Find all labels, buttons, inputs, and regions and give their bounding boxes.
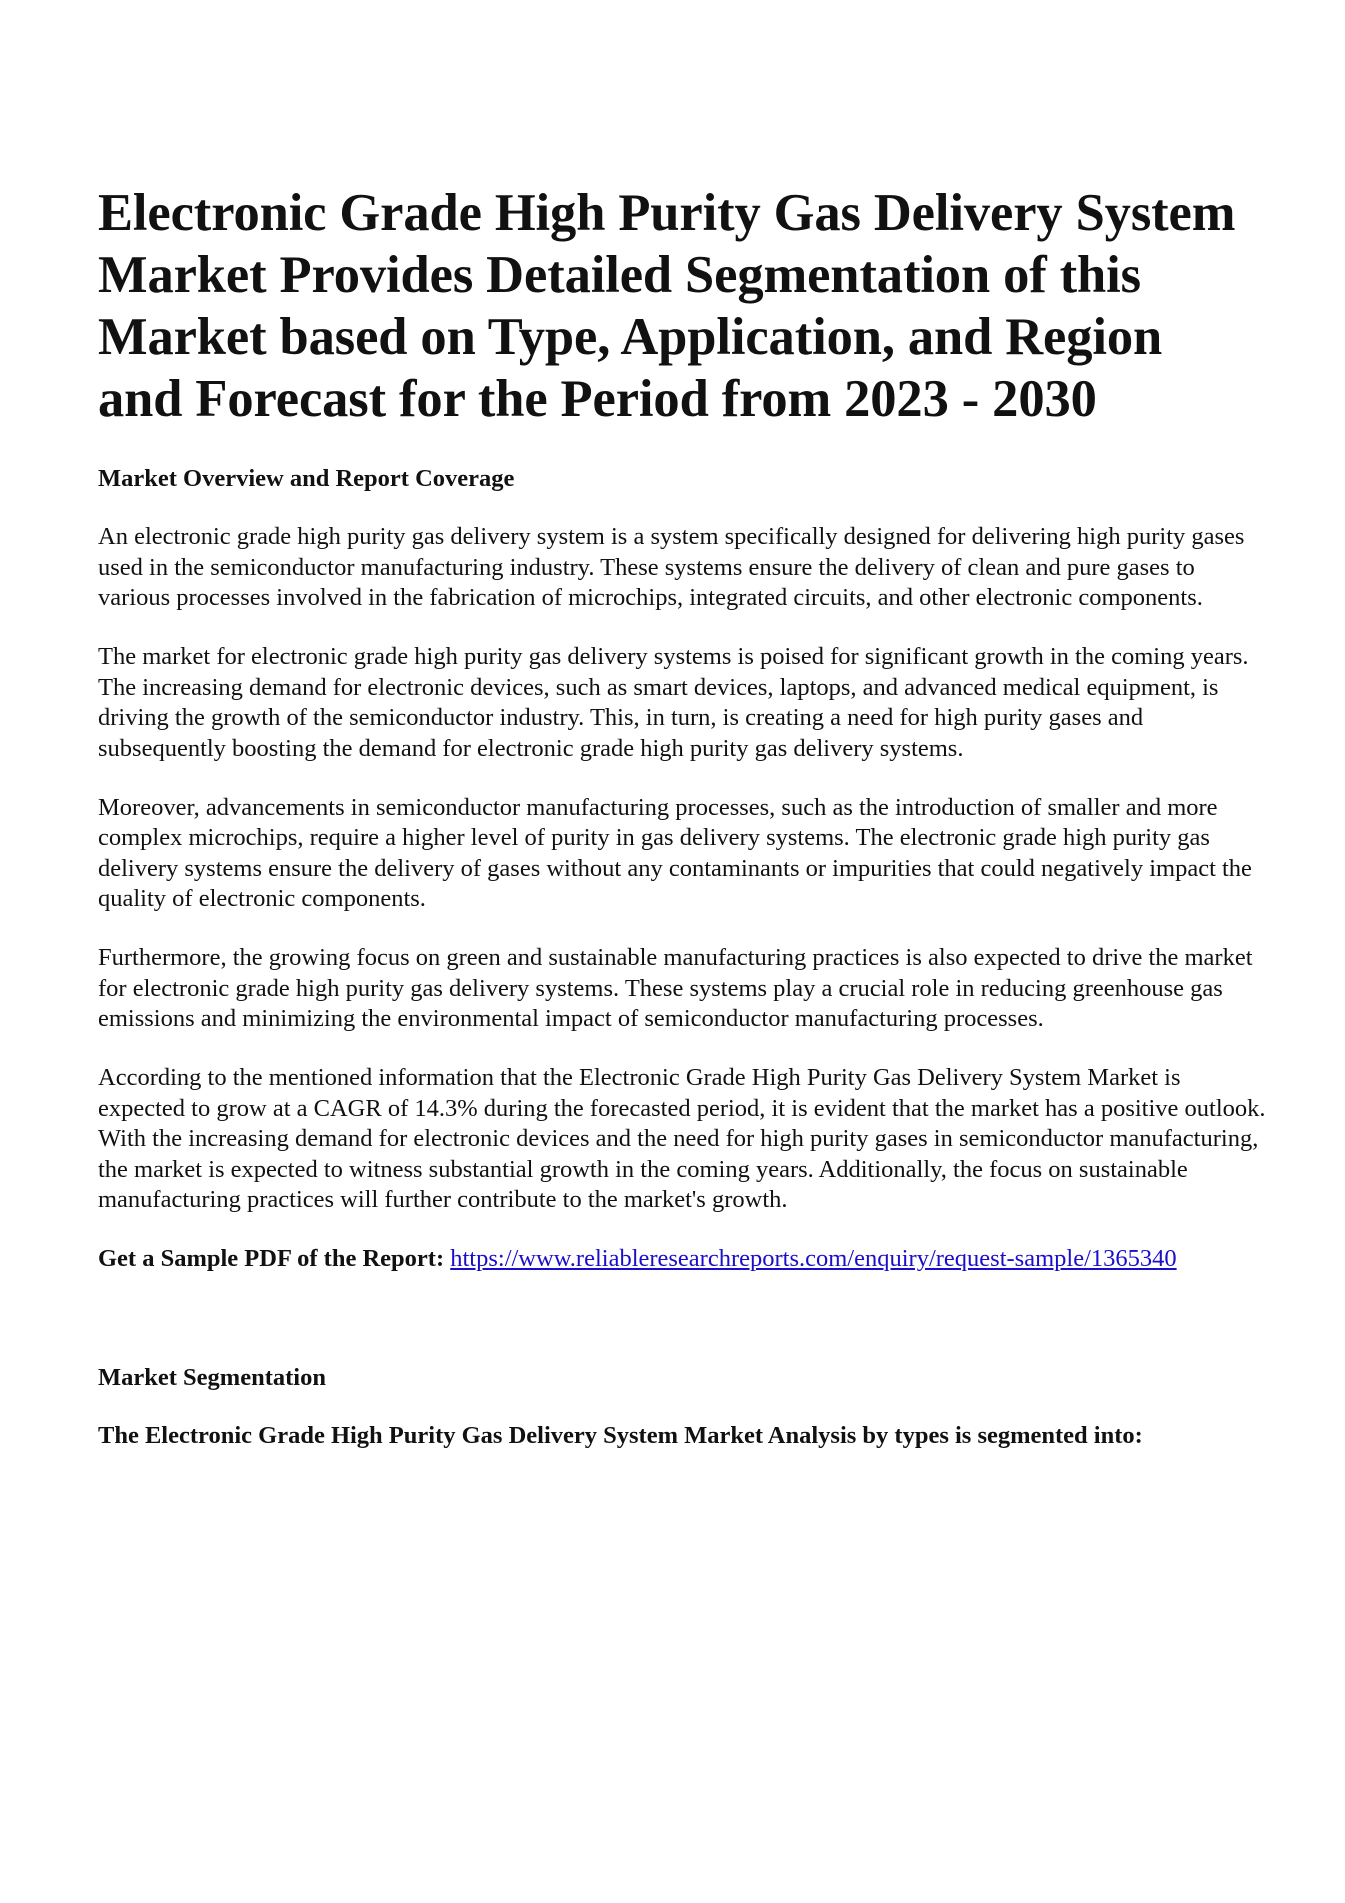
sample-pdf-label: Get a Sample PDF of the Report: (98, 1245, 445, 1272)
sample-pdf-link[interactable]: https://www.reliableresearchreports.com/enquiry/request-sample/1365340 (450, 1245, 1177, 1272)
types-heading: The Electronic Grade High Purity Gas Delivery System Market Analysis by types is segmented into: (98, 1421, 1143, 1449)
paragraph-cagr-outlook: According to the mentioned information that the Electronic Grade High Purity Gas Delivery System Market is expected to grow at a CAGR of 14.3% during the forecasted period, it is evident that the market has a positive outlook. With the increasing demand for electronic devices and the need for high purity gases in semiconductor manufacturing, the market is expected to witness substantial growth in the coming years. Additionally, the focus on sustainable manufacturing practices will further contribute to the market's growth. (98, 1064, 1266, 1213)
section-spacer (98, 1275, 1258, 1363)
sample-pdf-line (98, 1244, 1198, 1275)
paragraph-definition: An electronic grade high purity gas delivery system is a system specifically designed for delivering high purity gases used in the semiconductor manufacturing industry. These systems ensure the delivery of clean and pure gases to various processes involved in the fabrication of microchips, integrated circuits, and other electronic components. (98, 523, 1245, 611)
overview-heading: Market Overview and Report Coverage (98, 465, 515, 492)
segmentation-heading: Market Segmentation (98, 1363, 326, 1391)
paragraph-growth: The market for electronic grade high purity gas delivery systems is poised for significant growth in the coming years. The increasing demand for electronic devices, such as smart devices, laptops, and advanced medical equipment, is driving the growth of the semiconductor industry. This, in turn, is creating a need for high purity gases and subsequently boosting the demand for electronic grade high purity gas delivery systems. (98, 643, 1249, 762)
paragraph-sustainability: Furthermore, the growing focus on green and sustainable manufacturing practices is also expected to drive the market for electronic grade high purity gas delivery systems. These systems play a crucial role in reducing greenhouse gas emissions and minimizing the environmental impact of semiconductor manufacturing processes. (98, 944, 1253, 1032)
paragraph-advancements: Moreover, advancements in semiconductor manufacturing processes, such as the introduction of smaller and more complex microchips, require a higher level of purity in gas delivery systems. The electronic grade high purity gas delivery systems ensure the delivery of gases without any contaminants or impurities that could negatively impact the quality of electronic components. (98, 793, 1252, 912)
document-title: Electronic Grade High Purity Gas Delivery System Market Provides Detailed Segmentation of this Market based on Type, Application, and Region and Forecast for the Period from 2023 - 2030 (98, 184, 1236, 428)
